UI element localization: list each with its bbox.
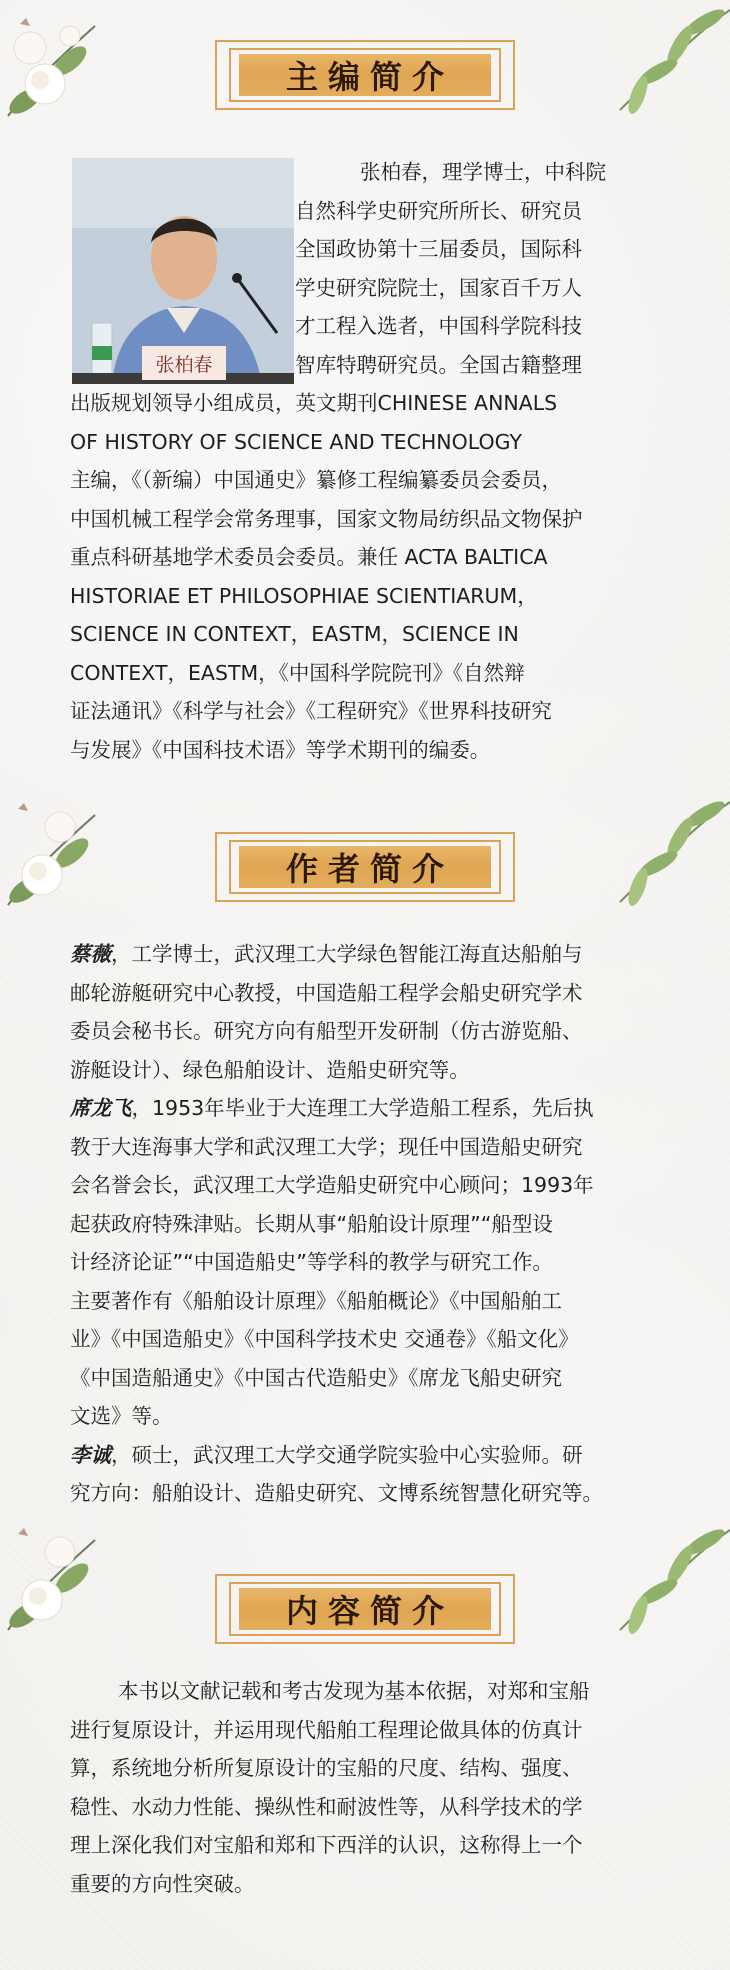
section-title: 主编简介 — [285, 58, 454, 96]
author-line — [70, 935, 670, 974]
intro-line: 理上深化我们对宝船和郑和下西洋的认识，这称得上一个 — [70, 1833, 583, 1857]
bio-line: 出版规划领导小组成员，英文期刊CHINESE ANNALS — [70, 391, 558, 415]
author-line: 究方向：船舶设计、造船史研究、文博系统智慧化研究等。 — [70, 1481, 603, 1505]
header-plate — [239, 54, 491, 96]
section-header-editor — [215, 40, 515, 110]
bio-line: 主编，《（新编）中国通史》纂修工程编纂委员会委员， — [70, 468, 562, 492]
section-title: 内容简介 — [285, 1592, 454, 1630]
author-line: 文选》等。 — [70, 1404, 173, 1428]
bio-line: 与发展》《中国科技术语》等学术期刊的编委。 — [70, 737, 491, 762]
author-line: 会名誉会长，武汉理工大学造船史研究中心顾问；1993年 — [70, 1173, 594, 1197]
section-header-authors — [215, 832, 515, 902]
author-line: 游艇设计）、绿色船舶设计、造船史研究等。 — [70, 1057, 470, 1082]
bio-line: 学史研究院院士，国家百千万人 — [295, 275, 582, 300]
author-text: ，工学博士，武汉理工大学绿色智能江海直达船舶与 — [111, 942, 583, 966]
magnolia-flower-icon — [0, 1520, 110, 1640]
author-line — [70, 1436, 670, 1475]
leaf-branch-icon — [610, 1520, 730, 1650]
editor-bio — [70, 153, 670, 769]
bio-line: 重点科研基地学术委员会委员。兼任 ACTA BALTICA — [70, 545, 548, 569]
authors-bio — [70, 935, 670, 1513]
author-line: 起获政府特殊津贴。长期从事“船舶设计原理”“船型设 — [70, 1211, 553, 1236]
bio-line: 全国政协第十三届委员，国际科 — [295, 237, 582, 261]
bio-line: 中国机械工程学会常务理事，国家文物局纺织品文物保护 — [70, 506, 583, 531]
bio-line: 证法通讯》《科学与社会》《工程研究》《世界科技研究 — [70, 699, 552, 723]
bio-line: CONTEXT，EASTM，《中国科学院院刊》《自然辩 — [70, 660, 525, 685]
content-intro — [70, 1672, 670, 1903]
header-plate — [239, 846, 491, 888]
author-name: 李诚 — [70, 1442, 111, 1467]
author-name: 席龙飞 — [70, 1096, 132, 1120]
bio-line: 张柏春，理学博士，中科院 — [360, 160, 606, 184]
author-line: 主要著作有《船舶设计原理》《船舶概论》《中国船舶工 — [70, 1288, 562, 1313]
author-name: 蔡薇 — [70, 942, 111, 966]
author-text: ，1953年毕业于大连理工大学造船工程系，先后执 — [131, 1096, 594, 1120]
intro-line: 算，系统地分析所复原设计的宝船的尺度、结构、强度、 — [70, 1756, 583, 1780]
author-line: 委员会秘书长。研究方向有船型开发研制（仿古游览船、 — [70, 1019, 583, 1043]
author-line: 业》《中国造船史》《中国科学技术史 交通卷》《船文化》 — [70, 1327, 579, 1351]
bio-line: 才工程入选者，中国科学院科技 — [295, 314, 582, 338]
header-plate — [239, 1588, 491, 1630]
bio-line: 自然科学史研究所所长、研究员 — [295, 198, 582, 223]
author-line: 计经济论证”“中国造船史”等学科的教学与研究工作。 — [70, 1250, 553, 1274]
section-title: 作者简介 — [285, 850, 454, 888]
bio-line: 智库特聘研究员。全国古籍整理 — [295, 352, 582, 377]
leaf-branch-icon — [610, 0, 730, 130]
bio-line: OF HISTORY OF SCIENCE AND TECHNOLOGY — [70, 429, 522, 454]
intro-line: 重要的方向性突破。 — [70, 1871, 255, 1896]
intro-line: 进行复原设计，并运用现代船舶工程理论做具体的仿真计 — [70, 1717, 583, 1742]
author-text: ，硕士，武汉理工大学交通学院实验中心实验师。研 — [111, 1442, 583, 1467]
section-header-content — [215, 1574, 515, 1644]
author-line: 邮轮游艇研究中心教授，中国造船工程学会船史研究学术 — [70, 980, 583, 1005]
author-line — [70, 1089, 670, 1128]
intro-line: 本书以文献记载和考古发现为基本依据，对郑和宝船 — [118, 1679, 590, 1703]
magnolia-flower-icon — [0, 6, 110, 126]
bio-line: SCIENCE IN CONTEXT，EASTM，SCIENCE IN — [70, 622, 519, 646]
bio-line: HISTORIAE ET PHILOSOPHIAE SCIENTIARUM， — [70, 583, 538, 608]
author-line: 《中国造船通史》《中国古代造船史》《席龙飞船史研究 — [70, 1365, 562, 1390]
nameplate: 张柏春 — [142, 346, 226, 380]
leaf-branch-icon — [610, 792, 730, 922]
magnolia-flower-icon — [0, 795, 110, 915]
intro-line: 稳性、水动力性能、操纵性和耐波性等，从科学技术的学 — [70, 1794, 583, 1819]
author-line: 教于大连海事大学和武汉理工大学；现任中国造船史研究 — [70, 1134, 583, 1159]
